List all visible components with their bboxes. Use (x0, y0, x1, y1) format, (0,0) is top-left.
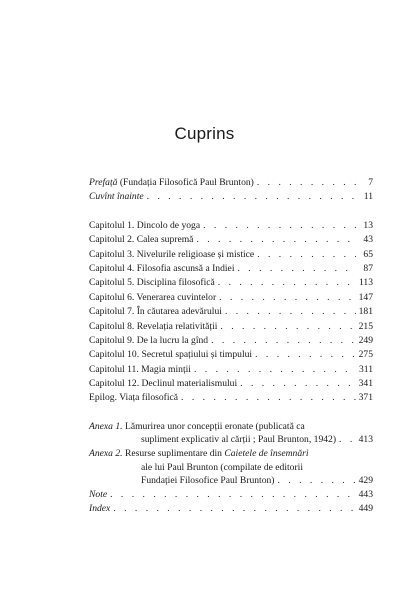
toc-entry-page: 275 (358, 349, 373, 361)
dot-leader (255, 348, 356, 362)
toc-entry-page: 249 (358, 334, 373, 346)
toc-entry-chapter-12[interactable] (89, 377, 373, 391)
toc-entry-label: Capitolul 1. Dincolo de yoga (89, 219, 201, 231)
toc-entry-page: 7 (368, 177, 373, 188)
toc-entry-label: Capitolul 12. Declinul materialismului (89, 378, 238, 390)
toc-entry-label-cont: ale lui Paul Brunton (compilate de editorii (141, 461, 303, 473)
dot-leader (218, 276, 356, 290)
toc-entry-label: Capitolul 2. Calea supremă (89, 234, 194, 246)
toc-entry-label: Note (89, 488, 108, 500)
dot-leader (257, 248, 356, 262)
toc-entry-chapter-7[interactable] (89, 305, 373, 319)
dot-leader (113, 502, 355, 516)
toc-entry-label: Anexa 1. Lămurirea unor concepții eronate (publicată ca (89, 420, 305, 432)
toc-entry-label: Capitolul 8. Revelația relativității (89, 320, 218, 332)
toc-entry-label: Capitolul 10. Secretul spațiului și timpului (89, 349, 253, 361)
dot-leader (203, 219, 356, 233)
toc-entry-chapter-9[interactable] (89, 334, 373, 348)
dot-leader (237, 262, 356, 276)
toc-entry-page: 215 (358, 320, 373, 332)
toc-entry-page: 181 (358, 306, 373, 318)
toc-entry-label: Anexa 2. Resurse suplimentare din Caietele de însemnări (89, 448, 309, 460)
toc-entry-page: 65 (363, 248, 373, 260)
toc-entry-page: 449 (358, 503, 373, 515)
toc-entry-chapter-1[interactable] (89, 219, 373, 233)
page-title: Cuprins (174, 124, 235, 143)
toc-entry-index[interactable] (89, 502, 373, 516)
toc-entry-page: 13 (363, 219, 373, 231)
toc-entry-label: Capitolul 3. Nivelurile religioase și mistice (89, 248, 255, 260)
dot-leader (147, 190, 356, 204)
toc-entry-page: 113 (358, 277, 373, 289)
toc-entry-label: Cuvînt înainte (89, 191, 144, 203)
toc-entry-label: Capitolul 11. Magia minții (89, 363, 191, 375)
toc-entry-page: 11 (363, 191, 373, 203)
toc-entry-page: 311 (358, 363, 373, 375)
toc-entry-page: 341 (358, 378, 373, 390)
toc-entry-label: Capitolul 6. Venerarea cuvintelor (89, 291, 217, 303)
dot-leader (240, 377, 355, 391)
dot-leader (110, 488, 355, 502)
toc-entry-chapter-10[interactable] (89, 348, 373, 362)
dot-leader (211, 334, 356, 348)
dot-leader (225, 305, 356, 319)
toc-entry-chapter-5[interactable] (89, 276, 373, 290)
toc-entry-chapter-6[interactable] (89, 291, 373, 305)
dot-leader (339, 433, 356, 447)
table-of-contents (89, 176, 373, 517)
toc-entry-anexa-1[interactable] (89, 420, 373, 447)
dot-leader (181, 391, 356, 405)
toc-entry-page: 147 (358, 291, 373, 303)
toc-entry-label: Prefață (Fundația Filosofică Paul Brunton) (89, 177, 254, 188)
toc-entry-label: Capitolul 5. Disciplina filosofică (89, 277, 215, 289)
toc-entry-label-cont: supliment explicativ al cărții ; Paul Brunton, 1942) (141, 434, 337, 446)
toc-entry-page: 371 (358, 392, 373, 404)
toc-entry-epilog[interactable] (89, 391, 373, 405)
toc-entry-note[interactable] (89, 488, 373, 502)
toc-entry-chapter-8[interactable] (89, 320, 373, 334)
toc-entry-label: Epilog. Viața filosofică (89, 392, 179, 404)
toc-entry-page: 429 (358, 475, 373, 487)
toc-entry-anexa-2[interactable] (89, 447, 373, 488)
toc-entry-chapter-3[interactable] (89, 248, 373, 262)
toc-entry-page: 87 (363, 262, 373, 274)
dot-leader (196, 233, 356, 247)
toc-entry-chapter-4[interactable] (89, 262, 373, 276)
toc-entry-page: 443 (358, 488, 373, 500)
dot-leader (219, 291, 355, 305)
toc-entry-page: 413 (358, 434, 373, 446)
dot-leader (278, 474, 356, 488)
toc-entry-label: Capitolul 9. De la lucru la gînd (89, 334, 209, 346)
toc-entry-chapter-2[interactable] (89, 233, 373, 247)
toc-entry-label-cont: Fundației Filosofice Paul Brunton) (141, 475, 275, 487)
dot-leader (220, 320, 355, 334)
toc-entry-chapter-11[interactable] (89, 363, 373, 377)
toc-entry-page: 43 (363, 234, 373, 246)
toc-entry-prefata[interactable] (89, 176, 373, 190)
dot-leader (194, 363, 356, 377)
toc-entry-label: Capitolul 4. Filosofia ascunsă a Indiei (89, 262, 235, 274)
dot-leader (257, 176, 356, 190)
toc-entry-label: Index (89, 503, 111, 515)
toc-entry-label: Capitolul 7. În căutarea adevărului (89, 306, 222, 318)
toc-entry-cuvint-inainte[interactable] (89, 190, 373, 204)
